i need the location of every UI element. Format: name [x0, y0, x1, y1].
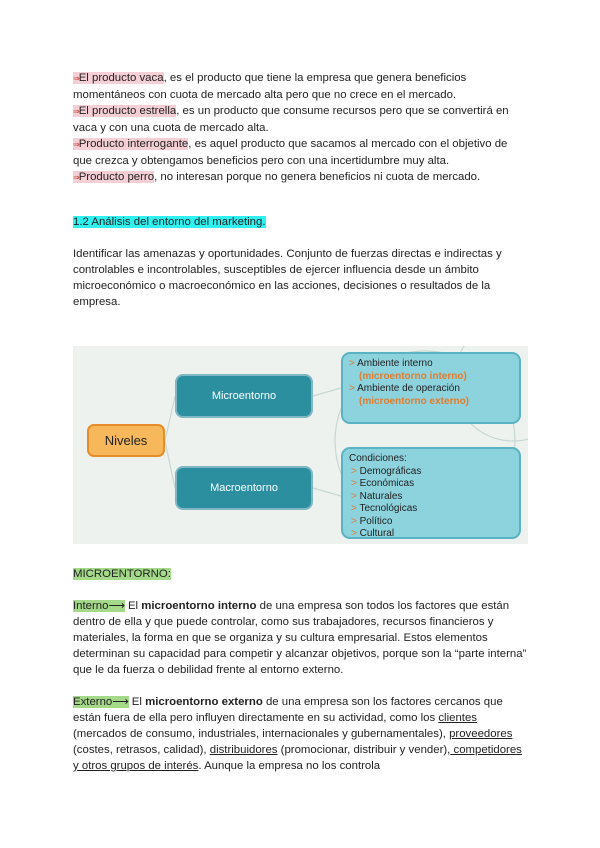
condition-item: > Tecnológicas	[351, 503, 418, 514]
levels-diagram	[73, 346, 528, 544]
section-intro: Identificar las amenazas y oportunidades. Conjunto de fuerzas directas e indirectas y controlables e incontrolables, susceptibles de ejercer influencia desde un ámbito microeconómico o macroeconómico en las acciones, decisiones o resultados de la empresa.	[73, 248, 502, 308]
product-item: ⇒El producto estrella, es un producto que consume recursos pero que se convertirá en vaca y con una cuota de mercado alta.	[73, 105, 509, 134]
macroentorno-detail-box	[341, 447, 521, 539]
macroentorno-box: Macroentorno	[175, 466, 313, 510]
gt-icon: >	[349, 383, 355, 394]
microentorno-heading: MICROENTORNO:	[73, 568, 171, 580]
interno-label: Interno⟶	[73, 600, 125, 612]
proveedores-term: proveedores	[449, 728, 513, 740]
arrow-icon: ⇒	[73, 173, 79, 182]
condition-item: > Demográficas	[351, 465, 422, 477]
competidores-term: competidores y otros grupos de interés	[73, 744, 522, 772]
condition-item: > Económicas	[351, 478, 415, 489]
clientes-term: clientes	[438, 712, 477, 724]
product-item: ⇒El producto vaca, es el producto que tiene la empresa que genera beneficios momentáneos con cuota de mercado alta pero que no crece en el mercado.	[73, 72, 467, 101]
condition-item: > Naturales	[351, 490, 403, 502]
externo-label: Externo⟶	[73, 696, 129, 708]
gt-icon: >	[349, 358, 355, 369]
arrow-icon: ⇒	[73, 140, 79, 149]
microentorno-detail-box: > Ambiente interno (microentorno interno) > Ambiente de operación (microentorno externo)	[341, 352, 521, 424]
section-heading: 1.2 Análisis del entorno del marketing.	[73, 216, 266, 228]
externo-paragraph: Externo⟶ El microentorno externo de una empresa son los factores cercanos que están fuera de ella pero influyen directamente en su actividad, como los clientes (mercados de consumo, industriales, internacionales y gubernamentales), proveedores (costes, retrasos, calidad), distribuidores (promocionar, distribuir y vender), competidores y otros grupos de interés. Aunque la empresa no los controla	[73, 696, 522, 772]
product-item: ⇒Producto perro, no interesan porque no genera beneficios ni cuota de mercado.	[73, 171, 481, 183]
product-list	[73, 70, 528, 186]
conditions-title: Condiciones:	[349, 453, 407, 464]
condition-item: > Cultural	[351, 528, 395, 539]
product-item: ⇒Producto interrogante, es aquel producto que sacamos al mercado con el objetivo de que crezca y obtengamos beneficios pero con una incertidumbre muy alta.	[73, 138, 508, 167]
niveles-box: Niveles	[87, 424, 165, 457]
arrow-icon: ⇒	[73, 107, 79, 116]
microentorno-box: Microentorno	[175, 374, 313, 418]
distribuidores-term: distribuidores	[209, 744, 278, 756]
condition-item: > Político	[351, 515, 393, 527]
arrow-icon: ⇒	[73, 74, 79, 83]
interno-paragraph: Interno⟶ El microentorno interno de una empresa son todos los factores que están dentro de ella y que puede controlar, como sus trabajadores, recursos financieros y materiales, la forma en que se organiza y su cultura empresarial. Estos elementos determinan su capacidad para competir y alcanzar objetivos, porque son la “parte interna” que le da fuerza o debilidad frente al entorno externo.	[73, 600, 527, 676]
